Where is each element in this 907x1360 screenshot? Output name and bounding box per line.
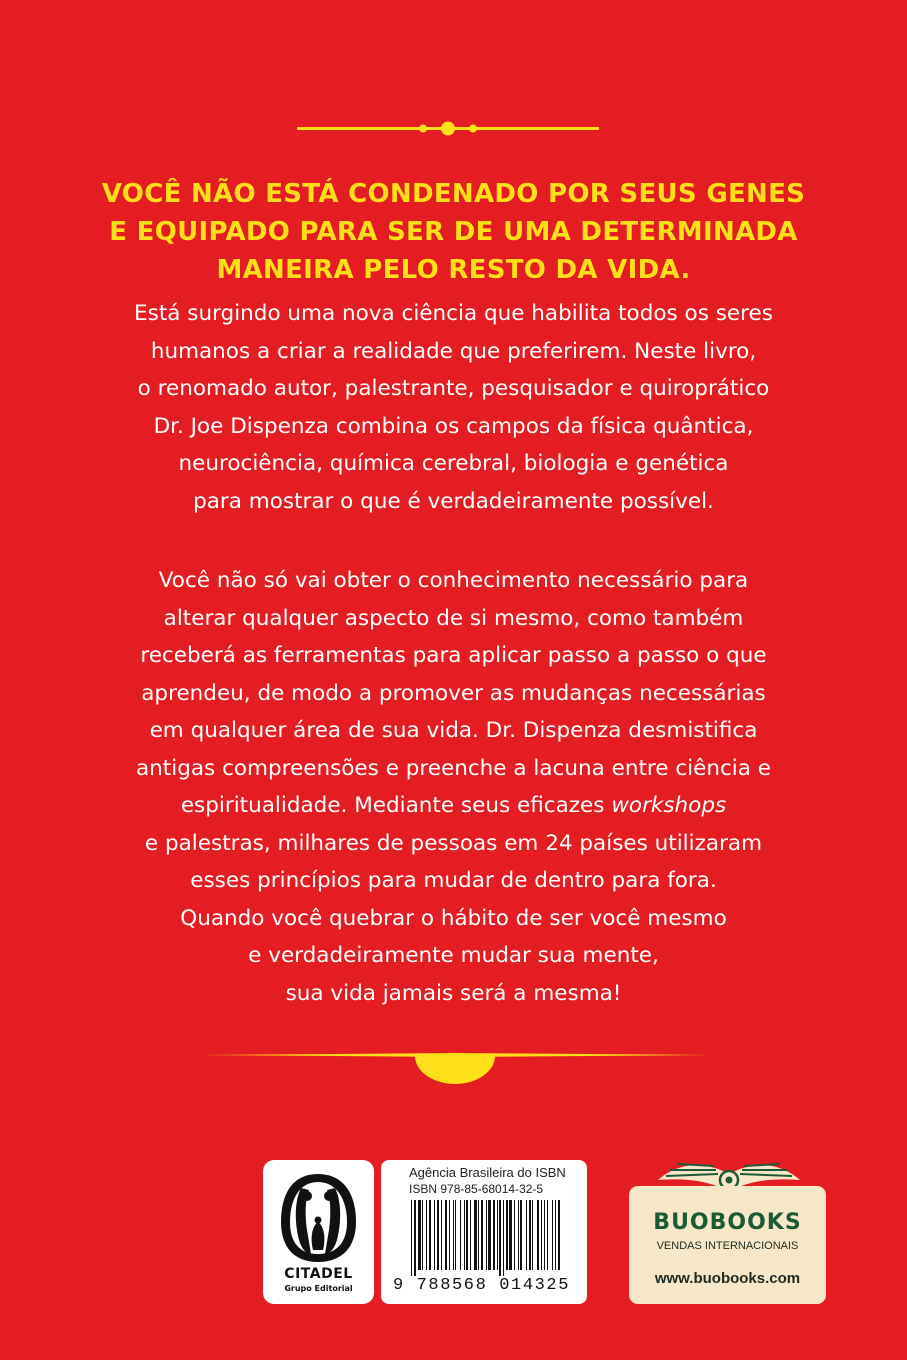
penguins-icon (277, 1170, 360, 1266)
text-line: antigas compreensões e preenche a lacuna entre ciência e (136, 755, 771, 781)
seller-badge (629, 1186, 826, 1304)
text-line: espiritualidade. Mediante seus eficazes (180, 793, 612, 818)
isbn-digits: 9 788568 014325 (393, 1276, 571, 1295)
text-line: neurociência, química cerebral, biologia e genética (178, 451, 729, 476)
synopsis-paragraph-2 (60, 562, 847, 1012)
text-line: sua vida jamais será a mesma! (285, 980, 622, 1006)
isbn-barcode-box (381, 1160, 587, 1304)
headline (40, 175, 867, 289)
seller-url: www.buobooks.com (654, 1270, 801, 1287)
ornament-divider-top (297, 121, 599, 137)
isbn-code: ISBN 978-85-68014-32-5 (409, 1182, 544, 1196)
headline-line: MANEIRA PELO RESTO DA VIDA. (216, 255, 691, 285)
ornament-divider-bottom (200, 1046, 710, 1086)
text-line: alterar qualquer aspecto de si mesmo, como também (163, 605, 744, 631)
text-line: para mostrar o que é verdadeiramente possível. (193, 488, 714, 514)
isbn-agency: Agência Brasileira do ISBN (409, 1165, 566, 1180)
publisher-name: CITADEL (284, 1266, 353, 1282)
synopsis-paragraph-1 (60, 295, 847, 520)
italic-word: workshops (611, 793, 727, 818)
seller-tagline: VENDAS INTERNACIONAIS (656, 1240, 799, 1252)
seller-name: BUOBOOKS (653, 1210, 802, 1235)
text-line: e palestras, milhares de pessoas em 24 países utilizaram (144, 830, 763, 856)
text-line: o renomado autor, palestrante, pesquisador e quiroprático (137, 376, 770, 401)
text-line: em qualquer área de sua vida. Dr. Dispenza desmistifica (149, 718, 758, 743)
publisher-subtitle: Grupo Editorial (284, 1284, 353, 1293)
text-line: e verdadeiramente mudar sua mente, (248, 943, 659, 968)
text-line: Você não só vai obter o conhecimento necessário para (158, 568, 749, 593)
text-line: aprendeu, de modo a promover as mudanças necessárias (141, 680, 766, 706)
text-line: receberá as ferramentas para aplicar passo a passo o que (140, 643, 767, 668)
barcode-icon (411, 1200, 561, 1276)
text-line: Dr. Joe Dispenza combina os campos da física quântica, (153, 413, 754, 439)
publisher-logo (263, 1160, 374, 1304)
headline-line: E EQUIPADO PARA SER DE UMA DETERMINADA (109, 217, 798, 247)
text-line: Quando você quebrar o hábito de ser você mesmo (180, 905, 727, 931)
text-line: esses princípios para mudar de dentro para fora. (190, 868, 717, 893)
text-line: Está surgindo uma nova ciência que habilita todos os seres (134, 301, 773, 326)
text-line: humanos a criar a realidade que preferirem. Neste livro, (150, 338, 757, 364)
headline-line: VOCÊ NÃO ESTÁ CONDENADO POR SEUS GENES (101, 179, 806, 209)
